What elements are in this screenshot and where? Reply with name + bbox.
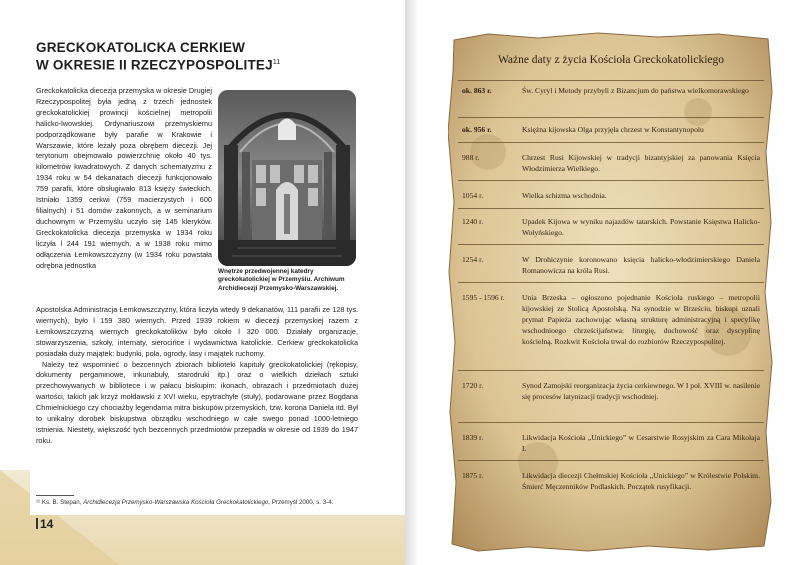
book-gutter: [405, 0, 435, 565]
chapter-title-line2: W OKRESIE II RZECZYPOSPOLITEJ: [36, 57, 273, 73]
cathedral-photo: [218, 90, 356, 266]
timeline-title: Ważne daty z życia Kościoła Greckokatolickiego: [497, 54, 725, 66]
timeline-event: Unia Brzeska – ogłoszono pojednanie Kościoła ruskiego – metropolii kijowskiej ze Stolicą Apostolską. Na synodzie w Brześciu, biskupi uznali prymat Papieża zachowując własną strukturę administracyjną i specyfikę wschodnioego chrześcijaństwa: liturgię, duchowość oraz dyscyplinę kościelną. Rozkwit Kościoła trwał do rozbiorów Rzeczypospolitej.: [522, 293, 760, 346]
timeline-date: 1720 r.: [462, 381, 484, 390]
footnote-ref: 11: [272, 59, 281, 66]
body-full-text: [36, 305, 358, 447]
timeline-event: Synod Zamojski reorganizacja życia cerkiewnego. W I poł. XVIII w. nasilenie się procesów latynizacji tradycji wschodniej.: [522, 381, 760, 401]
paragraph-2: Należy też wspomnieć o bezcennych zbiorach biblioteki kapituły greckokatolickiej (rękopisy, dokumenty pergaminowe, inkunabuły, starodruki itp.) oraz o wielkich dziełach sztuki przechowywanych w bibliotece i w pałacu biskupim: ikonach, obrazach i przedmiotach dużej wartości, takich jak krzyż mołdawski z XVI wieku, epytrachyle (stuły), podarowane przez Bogdana Chmielnickiego czy chociażby legendarna mitra biskupów przemyskich, tzw. korona Daniela itd. Był to unikalny dorobek biskupstwa obrządku wschodniego w całe swego ponad 1000-letniego istnienia. Niestety, większość tych bezcennych przedmiotów przepadła w okresie od 1939 do 1947 roku.: [36, 359, 358, 445]
paragraph-1: Apostolska Administracja Łemkowszczyzny, która liczyła wtedy 9 dekanatów, 111 parafii ze 128 tys. wiernych), było l 159 380 wiernych. Przed 1939 rokiem w diecezji przemyskiej razem z Łemkowszczyzną wiernych greckokatolików było około l 320 000. Działały organizacje, stowarzyszenia, szkoły, internaty, sierocińce i wydawnictwa katolickie. Cerkiew greckokatolicka posiadała duży majątek: budynki, pola, ogrody, lasy i majątek ruchomy.: [36, 305, 358, 358]
footnote-rule: [36, 495, 74, 496]
timeline-date: 1875 r.: [462, 471, 484, 480]
cathedral-interior-image: [218, 90, 356, 266]
timeline-date: 1240 r.: [462, 217, 484, 226]
timeline-event: Chrzest Rusi Kijowskiej w tradycji bizantyjskiej za panowania Księcia Włodzimierza Wielkiego.: [522, 153, 760, 173]
timeline-date: 1839 r.: [462, 433, 484, 442]
timeline-event: Wielka schizma wschodnia.: [522, 191, 607, 200]
chapter-title: [36, 40, 376, 73]
chapter-title-line1: GRECKOKATOLICKA CERKIEW: [36, 40, 246, 55]
timeline-date: ok. 863 r.: [462, 86, 492, 95]
timeline-event: Księżna kijowska Olga przyjęła chrzest w Konstantynopolu: [522, 125, 704, 134]
timeline-date: 1595 - 1596 r.: [462, 293, 505, 302]
timeline-event: Likwidacja Kościoła „Unickiego” w Cesarstwie Rosyjskim za Cara Mikołaja I.: [522, 433, 760, 453]
footnote-title: Archidiecezja Przemysko-Warszawska Kościoła Greckokatolickiego,: [83, 499, 271, 506]
timeline-date: 1054 r.: [462, 191, 484, 200]
footnote-author: ¹¹ Ks. B. Stepan,: [36, 499, 82, 506]
parchment-timeline: [448, 32, 774, 552]
footnote-source: Przemyśl 2000, s. 3-4.: [271, 499, 334, 506]
timeline-event: W Drohiczynie koronowano księcia halicko-włodzimierskiego Daniela Romanowicza na króla Rusi.: [522, 255, 760, 275]
page-number: [36, 517, 53, 531]
timeline-event: Likwidacja diecezji Chełmskiej Kościoła „Unickiego” w Królestwie Polskim. Śmierć Męczenników Podlaskich. Początek rusyfikacji.: [522, 471, 760, 491]
page-number-value: 14: [40, 517, 54, 531]
timeline-date: 1254 r.: [462, 255, 484, 264]
photo-caption: Wnętrze przedwojennej katedry greckokatolickiej w Przemyślu. Archiwum Archidiecezji Przemysko-Warszawskiej.: [218, 268, 345, 292]
body-column-text: Greckokatolicka diecezja przemyska w okresie Drugiej Rzeczypospolitej była jedną z trzech jednostek greckokatolickiej prowincji kościelnej metropolii halicko-lwowskiej. Ordynariuszowi przemyskiemu podporządkowane były parafie w Krakowie i Warszawie, które leżały poza obrębem diecezji. Jej terytorium obejmowało powierzchnię około 40 tys. kilometrów kwadratowych. Z danych schematyzmu z 1934 roku w 54 dekanatach diecezji funkcjonowało 759 parafii, które obsługiwało 813 księży świeckich. Istniało 1359 cerkwi (759 macierzystych i 600 filialnych) i 51 domów zakonnych, a w seminarium duchownym w Przemyślu uczyło się 145 kleryków. Greckokatolicka diecezja przemyska w 1934 roku liczyła l 244 191 wiernych, a w 1938 roku mimo odłączenia Łemkowszczyzny (w 1934 roku powstała odrębna jednostka: [36, 86, 213, 270]
timeline-event: Upadek Kijowa w wyniku najazdów tatarskich. Powstanie Księstwa Halicko-Wołyńskiego.: [522, 217, 760, 237]
timeline-date: 988 r.: [462, 153, 480, 162]
timeline-date: ok. 956 r.: [462, 125, 492, 134]
timeline-event: Św. Cyryl i Metody przybyli z Bizancjum do państwa wielkomorawskiego: [522, 86, 749, 95]
footnote: [36, 499, 358, 507]
